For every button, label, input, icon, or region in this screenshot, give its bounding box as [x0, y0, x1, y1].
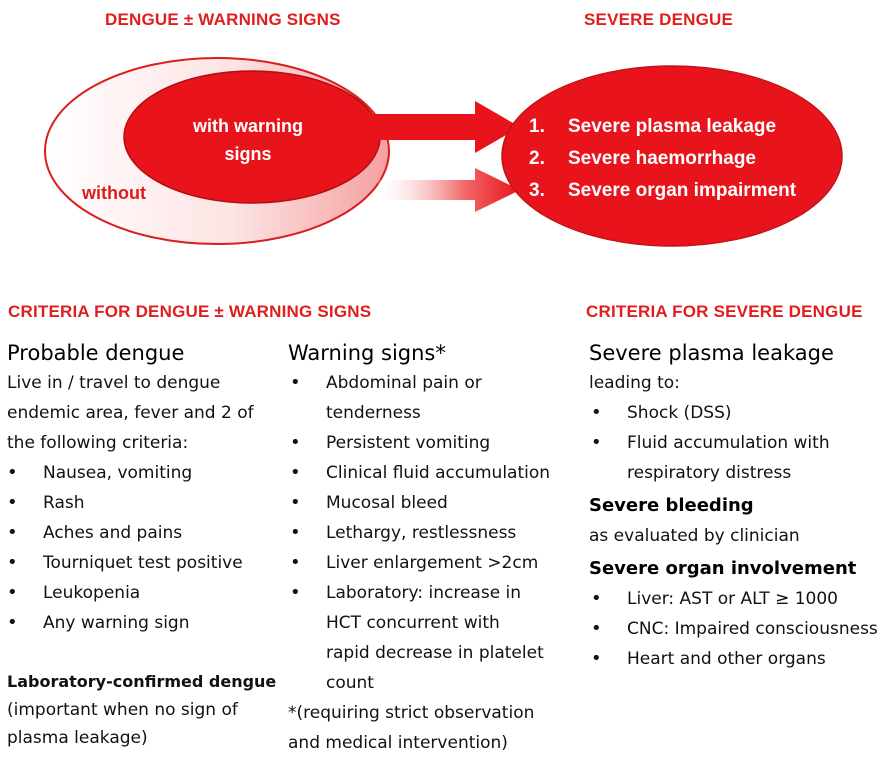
severe-leakage-list	[589, 398, 887, 488]
list-item: • Any warning sign	[5, 608, 282, 638]
inner-ellipse-label	[183, 112, 313, 168]
header-severe-dengue: SEVERE DENGUE	[584, 10, 734, 29]
list-item: • CNC: Impaired consciousness	[589, 614, 887, 644]
warning-footnote-line: *(requiring strict observation	[288, 703, 535, 723]
warning-footnote-line: and medical intervention)	[288, 733, 508, 753]
inner-label-line-2: signs	[224, 144, 272, 164]
probable-dengue-column	[7, 338, 282, 752]
lab-confirmed-title: Laboratory-confirmed dengue	[7, 672, 277, 691]
list-item: • Liver enlargement >2cm	[288, 548, 578, 578]
warning-signs-title: Warning signs*	[288, 341, 446, 365]
severe-list	[529, 111, 796, 207]
severe-bleeding-note: as evaluated by clinician	[589, 526, 800, 546]
list-item: • Laboratory: increase in HCT concurrent with rapid decrease in platelet count	[288, 578, 578, 698]
list-item: • Aches and pains	[5, 518, 282, 548]
header-criteria-warning: CRITERIA FOR DENGUE ± WARNING SIGNS	[8, 302, 372, 321]
faded-arrow	[378, 168, 520, 212]
severe-bleeding-title: Severe bleeding	[589, 495, 754, 516]
severe-criteria-column	[589, 338, 887, 674]
severe-item: 3. Severe organ impairment	[529, 180, 797, 201]
probable-dengue-title: Probable dengue	[7, 341, 185, 365]
probable-intro-line: the following criteria:	[7, 433, 189, 453]
list-item: • Heart and other organs	[589, 644, 887, 674]
probable-criteria-list	[5, 458, 282, 638]
list-item: • Lethargy, restlessness	[288, 518, 578, 548]
list-item: • Clinical fluid accumulation	[288, 458, 578, 488]
list-item: • Mucosal bleed	[288, 488, 578, 518]
severe-leakage-intro: leading to:	[589, 373, 680, 393]
list-item: • Abdominal pain or tenderness	[288, 368, 578, 428]
list-item: • Shock (DSS)	[589, 398, 887, 428]
list-item: • Nausea, vomiting	[5, 458, 282, 488]
list-item: • Tourniquet test positive	[5, 548, 282, 578]
list-item: • Liver: AST or ALT ≥ 1000	[589, 584, 887, 614]
severe-organ-list	[589, 584, 887, 674]
outer-ellipse-label: without	[82, 183, 146, 203]
severe-organ-title: Severe organ involvement	[589, 558, 857, 579]
lab-note-line: (important when no sign of	[7, 700, 238, 720]
severe-item: 1. Severe plasma leakage	[529, 116, 777, 137]
severe-leakage-title: Severe plasma leakage	[589, 341, 834, 365]
warning-signs-column	[288, 338, 578, 758]
probable-intro-line: endemic area, fever and 2 of	[7, 403, 254, 423]
probable-intro-line: Live in / travel to dengue	[7, 373, 221, 393]
header-dengue-warning: DENGUE ± WARNING SIGNS	[105, 10, 341, 29]
list-item: • Leukopenia	[5, 578, 282, 608]
inner-label-line-1: with warning	[193, 116, 303, 136]
lab-note-line: plasma leakage)	[7, 728, 148, 748]
severe-item: 2. Severe haemorrhage	[529, 148, 756, 169]
header-criteria-severe: CRITERIA FOR SEVERE DENGUE	[586, 302, 863, 321]
list-item: • Fluid accumulation with respiratory distress	[589, 428, 887, 488]
warning-signs-list	[288, 368, 578, 698]
list-item: • Rash	[5, 488, 282, 518]
list-item: • Persistent vomiting	[288, 428, 578, 458]
